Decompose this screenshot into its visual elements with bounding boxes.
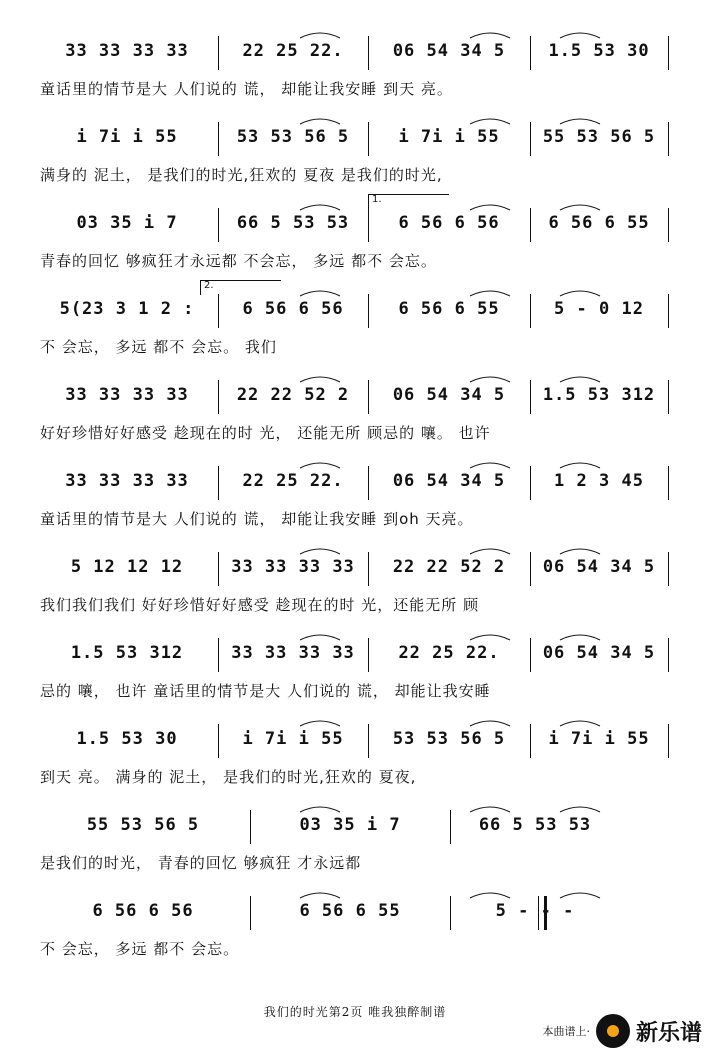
measure: 06 54 34 5	[392, 385, 506, 405]
lyric-text: 满身的 泥土， 是我们的时光,狂欢的 夏夜 是我们的时光,	[40, 166, 443, 184]
measure: 06 54 34 5	[542, 557, 656, 577]
measure: i 7i i 55	[76, 127, 178, 147]
notation-line	[0, 280, 710, 334]
measure: 66 5 53 53	[478, 815, 592, 835]
measure: 22 25 22.	[398, 643, 500, 663]
measure: 03 35 i 7	[299, 815, 401, 835]
bar-line	[368, 294, 369, 328]
bar-line	[218, 122, 219, 156]
lyric-line	[0, 336, 710, 360]
measure: i 7i i 55	[242, 729, 344, 749]
bar-line	[668, 638, 669, 672]
lyric-text: 是我们的时光， 青春的回忆 够疯狂 才永远都	[40, 854, 362, 872]
bar-line	[450, 896, 451, 930]
bar-line	[668, 724, 669, 758]
notation-line	[0, 810, 710, 850]
measure: 06 54 34 5	[392, 471, 506, 491]
bar-line	[530, 294, 531, 328]
measure: 22 22 52 2	[236, 385, 350, 405]
bar-line	[368, 36, 369, 70]
measure: 33 33 33 33	[65, 41, 189, 61]
lyric-text: 不 会忘， 多远 都不 会忘。	[40, 940, 240, 958]
score-row	[0, 194, 710, 288]
lyric-text: 到天 亮。 满身的 泥土， 是我们的时光,狂欢的 夏夜,	[40, 768, 417, 786]
lyric-text: 不 会忘， 多远 都不 会忘。 我们	[40, 338, 277, 356]
measure: i 7i i 55	[398, 127, 500, 147]
score-row	[0, 552, 710, 632]
measure: 6 56 6 55	[299, 901, 401, 921]
bar-line	[668, 208, 669, 242]
score-row	[0, 810, 710, 890]
bar-line	[218, 380, 219, 414]
measure: i 7i i 55	[548, 729, 650, 749]
measure: 55 53 56 5	[542, 127, 656, 147]
volta-bracket	[368, 194, 449, 209]
lyric-text: 童话里的情节是大 人们说的 谎， 却能让我安睡 到天 亮。	[40, 80, 453, 98]
measure: 5(23 3 1 2 :	[59, 299, 195, 319]
notation-line	[0, 724, 710, 764]
measure: 5 - - -	[495, 901, 575, 921]
bar-line	[530, 466, 531, 500]
measure: 5 12 12 12	[70, 557, 184, 577]
bar-line	[530, 122, 531, 156]
lyric-line	[0, 78, 710, 102]
bar-line	[530, 380, 531, 414]
bar-line	[250, 896, 251, 930]
measure: 22 25 22.	[242, 471, 344, 491]
volta-number: 1.	[372, 194, 382, 205]
score-row	[0, 724, 710, 804]
score-row	[0, 280, 710, 374]
lyric-line	[0, 594, 710, 618]
measure: 1.5 53 312	[70, 643, 184, 663]
lyric-line	[0, 422, 710, 446]
bar-line	[368, 724, 369, 758]
notation-line	[0, 466, 710, 506]
measure: 6 56 6 55	[398, 299, 500, 319]
notation-line	[0, 36, 710, 76]
bar-line	[668, 36, 669, 70]
notation-line	[0, 122, 710, 162]
measure: 53 53 56 5	[392, 729, 506, 749]
bar-line	[368, 122, 369, 156]
bar-line	[218, 466, 219, 500]
measure: 06 54 34 5	[542, 643, 656, 663]
bar-line	[218, 36, 219, 70]
measure: 22 25 22.	[242, 41, 344, 61]
measure: 1.5 53 30	[548, 41, 650, 61]
measure: 55 53 56 5	[86, 815, 200, 835]
score-row	[0, 466, 710, 546]
bar-line	[368, 466, 369, 500]
lyric-text: 我们我们我们 好好珍惜好好感受 趁现在的时 光，还能无所 顾	[40, 596, 480, 614]
bar-line	[368, 208, 369, 242]
lyric-text: 童话里的情节是大 人们说的 谎， 却能让我安睡 到oh 天亮。	[40, 510, 474, 528]
bar-line	[530, 638, 531, 672]
lyric-text: 忌的 嚷， 也许 童话里的情节是大 人们说的 谎， 却能让我安睡	[40, 682, 491, 700]
measure: 22 22 52 2	[392, 557, 506, 577]
brand-badge[interactable]	[542, 1014, 702, 1048]
bar-line	[250, 810, 251, 844]
score-row	[0, 122, 710, 202]
measure: 1.5 53 312	[542, 385, 656, 405]
lyric-line	[0, 852, 710, 876]
bar-line	[218, 552, 219, 586]
notation-line	[0, 896, 710, 936]
bar-line	[218, 724, 219, 758]
bar-line	[218, 638, 219, 672]
bar-line	[218, 208, 219, 242]
lyric-line	[0, 680, 710, 704]
score-row	[0, 380, 710, 460]
measure: 1 2 3 45	[554, 471, 644, 491]
measure: 6 56 6 56	[92, 901, 194, 921]
measure: 33 33 33 33	[231, 643, 355, 663]
measure: 03 35 i 7	[76, 213, 178, 233]
brand-note: 本曲谱上·	[542, 1025, 590, 1038]
bar-line	[668, 380, 669, 414]
notation-line	[0, 638, 710, 678]
final-barline	[538, 896, 547, 930]
bar-line	[668, 552, 669, 586]
lyric-line	[0, 250, 710, 274]
measure: 6 56 6 56	[398, 213, 500, 233]
measure: 6 56 6 56	[242, 299, 344, 319]
measure: 33 33 33 33	[65, 471, 189, 491]
measure: 6 56 6 55	[548, 213, 650, 233]
measure: 33 33 33 33	[65, 385, 189, 405]
bar-line	[530, 552, 531, 586]
page-footer: 我们的时光第2页 唯我独醉制谱	[263, 1005, 447, 1019]
notation-line	[0, 552, 710, 592]
bar-line	[368, 380, 369, 414]
volta-bracket	[200, 280, 281, 295]
bar-line	[668, 122, 669, 156]
notation-line	[0, 380, 710, 420]
lyric-line	[0, 508, 710, 532]
brand-name: 新乐谱	[635, 1020, 702, 1046]
measure: 1.5 53 30	[76, 729, 178, 749]
bar-line	[668, 466, 669, 500]
volta-number: 2.	[204, 280, 214, 291]
bar-line	[368, 638, 369, 672]
measure: 33 33 33 33	[231, 557, 355, 577]
score-row	[0, 36, 710, 116]
measure: 5 - 0 12	[554, 299, 644, 319]
notation-line	[0, 194, 710, 248]
lyric-line	[0, 164, 710, 188]
measure: 53 53 56 5	[236, 127, 350, 147]
bar-line	[530, 208, 531, 242]
measure: 06 54 34 5	[392, 41, 506, 61]
bar-line	[530, 724, 531, 758]
score-row	[0, 638, 710, 718]
bar-line	[450, 810, 451, 844]
lyric-text: 好好珍惜好好感受 趁现在的时 光， 还能无所 顾忌的 嚷。 也许	[40, 424, 491, 442]
vinyl-record-icon	[596, 1014, 630, 1048]
bar-line	[530, 36, 531, 70]
bar-line	[368, 552, 369, 586]
lyric-text: 青春的回忆 够疯狂才永远都 不会忘， 多远 都不 会忘。	[40, 252, 437, 270]
lyric-line	[0, 766, 710, 790]
score-row	[0, 896, 710, 976]
lyric-line	[0, 938, 710, 962]
bar-line	[668, 294, 669, 328]
measure: 66 5 53 53	[236, 213, 350, 233]
bar-line	[218, 294, 219, 328]
